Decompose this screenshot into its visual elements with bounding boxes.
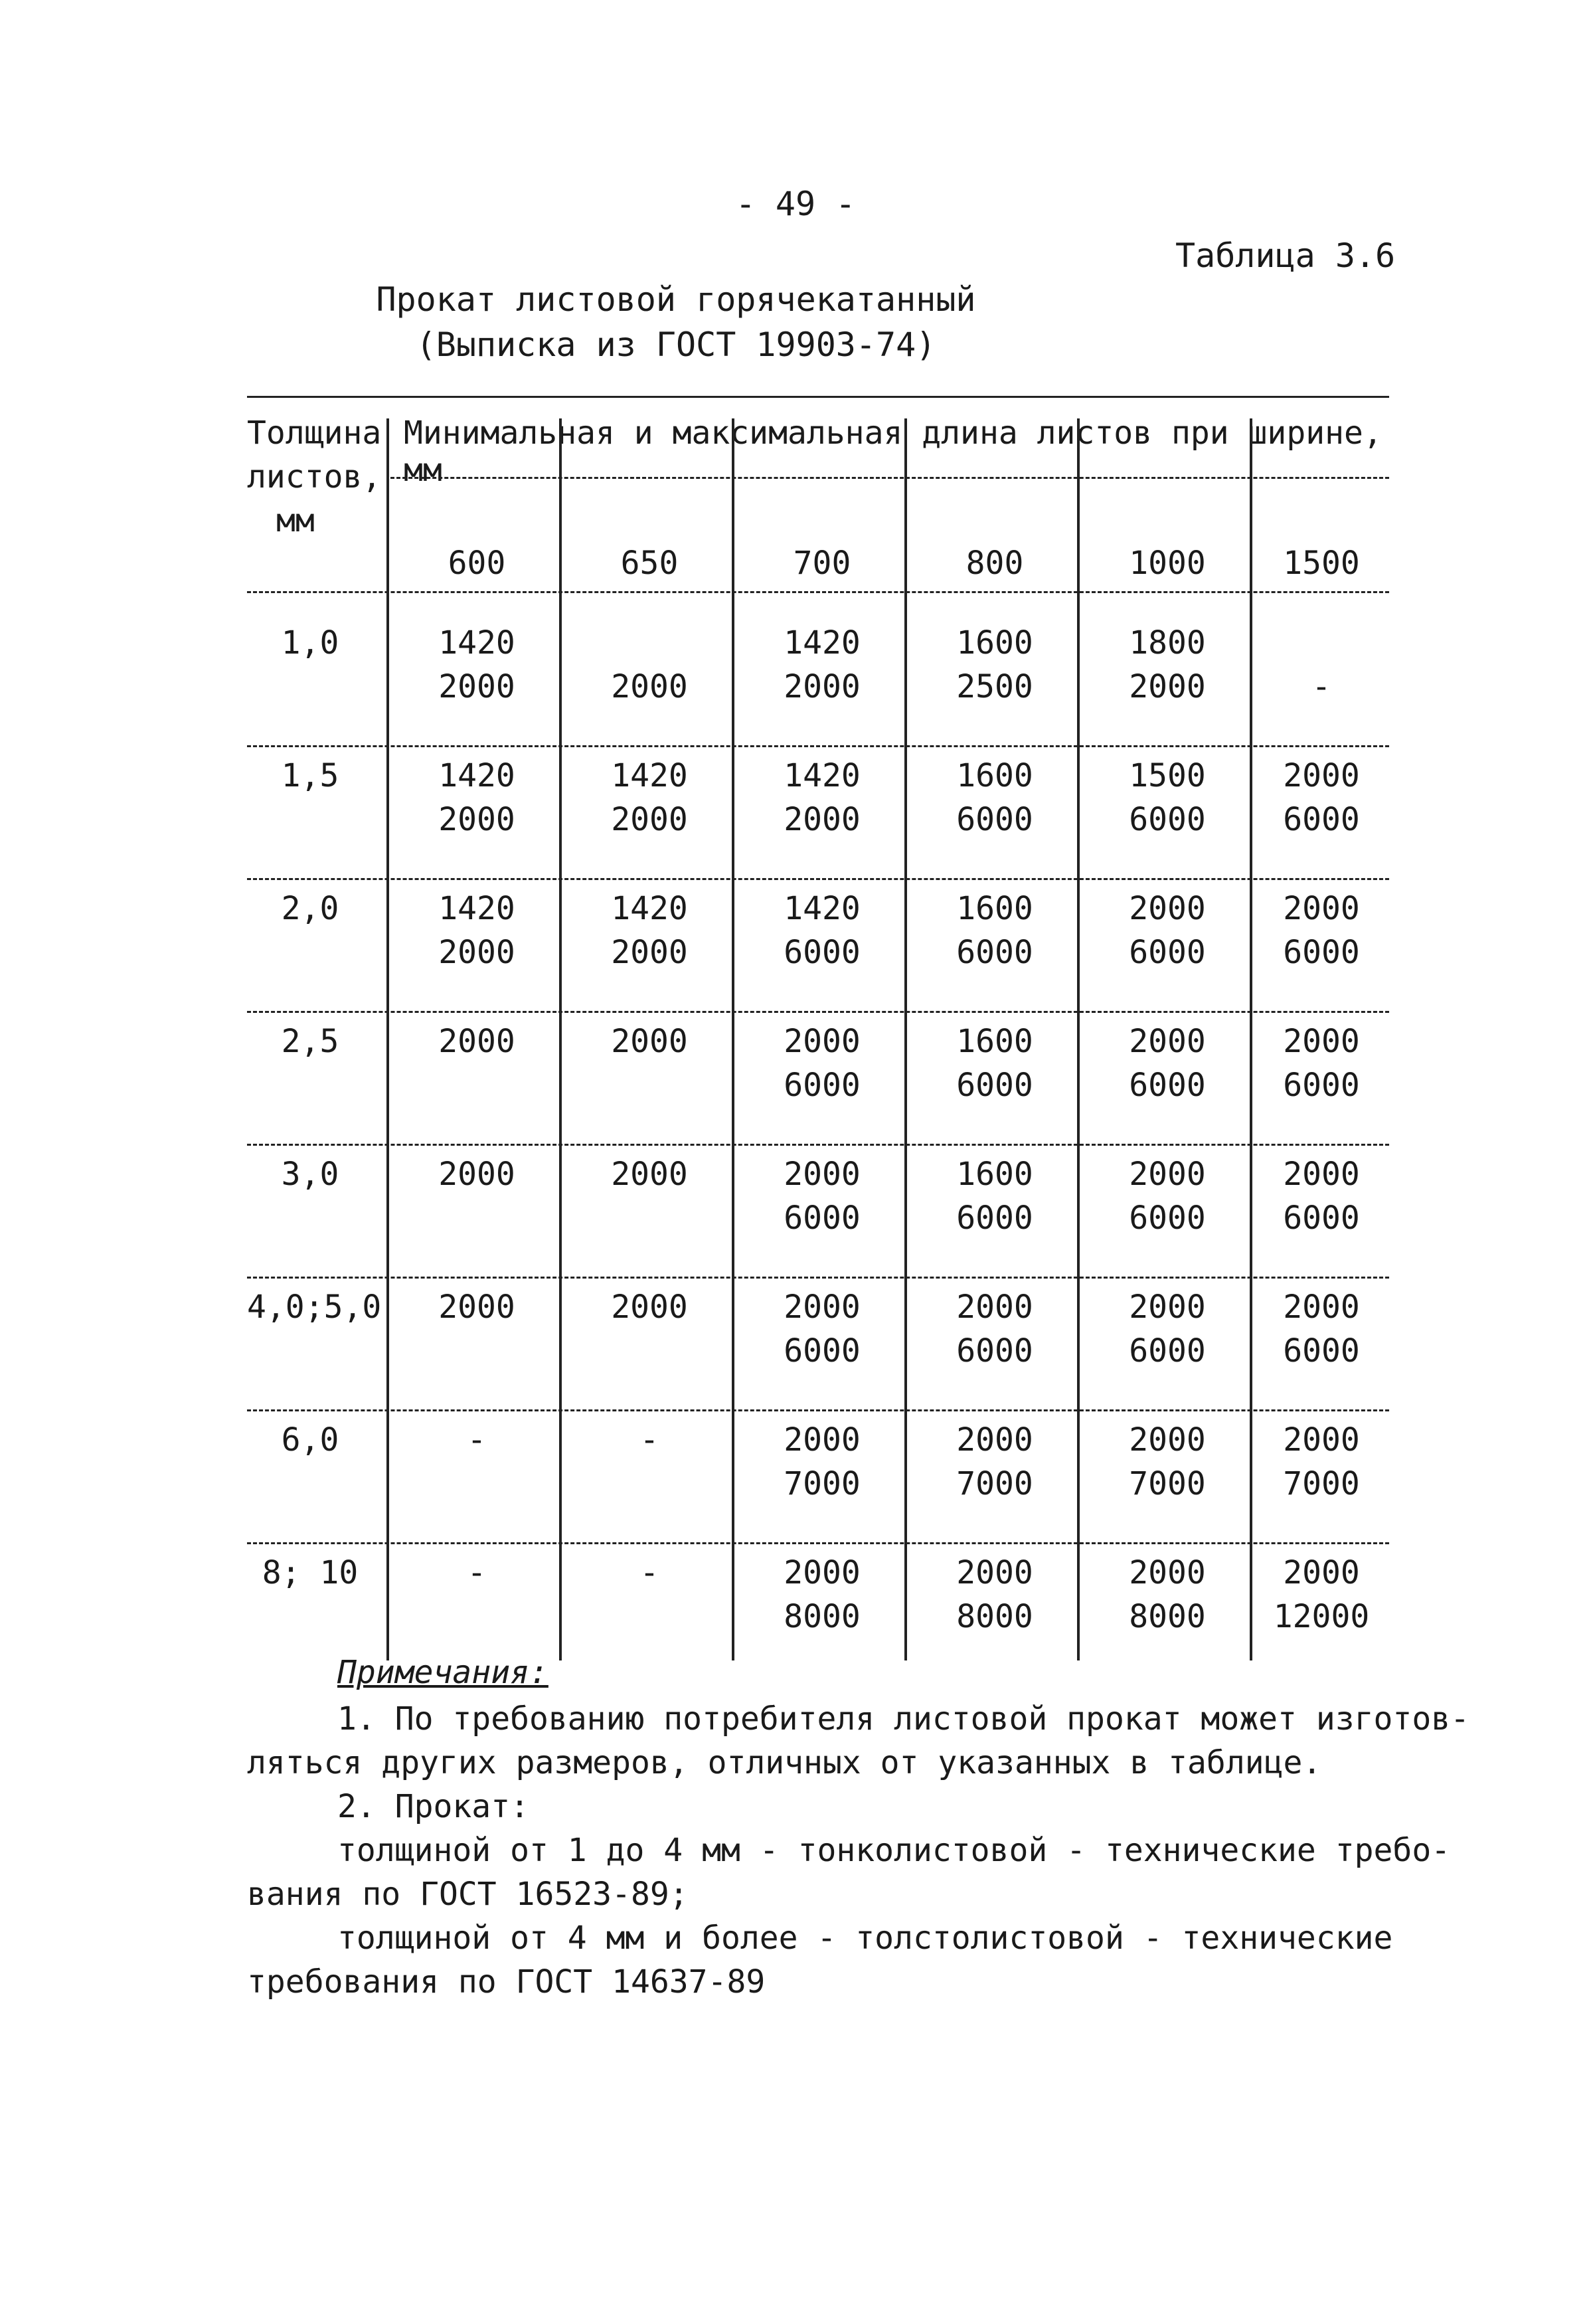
thickness-cell: 2,5 xyxy=(281,1023,339,1060)
min-length-cell: 1420 xyxy=(611,757,688,794)
min-length-cell: 2000 xyxy=(1283,890,1360,927)
max-length-cell: 6000 xyxy=(1129,801,1206,838)
max-length-cell: 6000 xyxy=(956,934,1033,971)
max-length-cell: 8000 xyxy=(1129,1598,1206,1635)
max-length-cell: 6000 xyxy=(1283,1200,1360,1237)
max-length-cell: 6000 xyxy=(784,1067,861,1104)
max-length-cell: 2000 xyxy=(611,801,688,838)
thickness-cell: 3,0 xyxy=(281,1156,339,1193)
table-subtitle: (Выписка из ГОСТ 19903-74) xyxy=(416,325,936,364)
min-length-cell: 2000 xyxy=(784,1421,861,1459)
header-thickness-1: Толщина xyxy=(247,414,382,452)
max-length-cell: 2000 xyxy=(611,934,688,971)
min-length-cell: 2000 xyxy=(784,1289,861,1326)
max-length-cell: 7000 xyxy=(956,1465,1033,1502)
min-length-cell: 2000 xyxy=(1129,1421,1206,1459)
min-length-cell: - xyxy=(467,1421,487,1459)
min-length-cell: 1600 xyxy=(956,757,1033,794)
min-length-cell: 2000 xyxy=(1129,1156,1206,1193)
min-length-cell: 1600 xyxy=(956,624,1033,662)
min-length-cell: 1600 xyxy=(956,1023,1033,1060)
min-length-cell: 1800 xyxy=(1129,624,1206,662)
max-length-cell: 6000 xyxy=(1283,934,1360,971)
width-header: 700 xyxy=(793,545,851,582)
width-header: 600 xyxy=(448,545,506,582)
max-length-cell: 6000 xyxy=(956,1200,1033,1237)
max-length-cell: 2000 xyxy=(784,801,861,838)
column-divider xyxy=(386,418,389,1660)
row-divider xyxy=(247,878,1389,880)
note-line: 1. По требованию потребителя листовой прокат может изготов- xyxy=(337,1700,1470,1738)
table-title: Прокат листовой горячекатанный xyxy=(376,280,976,319)
max-length-cell: 6000 xyxy=(1129,1067,1206,1104)
min-length-cell: 2000 xyxy=(1129,1554,1206,1591)
max-length-cell: 7000 xyxy=(1129,1465,1206,1502)
table-label: Таблица 3.6 xyxy=(1175,236,1396,275)
min-length-cell: 1420 xyxy=(784,757,861,794)
min-length-cell: - xyxy=(639,1421,659,1459)
max-length-cell: 6000 xyxy=(956,1067,1033,1104)
note-line: требования по ГОСТ 14637-89 xyxy=(247,1963,766,2001)
header-span: Минимальная и максимальная длина листов при ширине, мм xyxy=(404,414,1382,489)
max-length-cell: 2000 xyxy=(438,934,515,971)
min-length-cell: 2000 xyxy=(611,1289,688,1326)
thickness-cell: 8; 10 xyxy=(262,1554,359,1591)
min-length-cell: 2000 xyxy=(956,1554,1033,1591)
max-length-cell: 7000 xyxy=(1283,1465,1360,1502)
max-length-cell: 2000 xyxy=(438,801,515,838)
min-length-cell: - xyxy=(639,1554,659,1591)
note-line: вания по ГОСТ 16523-89; xyxy=(247,1876,689,1913)
row-divider xyxy=(247,1409,1389,1411)
note-line: толщиной от 1 до 4 мм - тонколистовой - технические требо- xyxy=(337,1832,1451,1869)
min-length-cell: 1420 xyxy=(784,890,861,927)
page-number: - 49 - xyxy=(735,185,856,223)
min-length-cell: 1500 xyxy=(1129,757,1206,794)
max-length-cell: 6000 xyxy=(1129,1200,1206,1237)
thickness-cell: 2,0 xyxy=(281,890,339,927)
max-length-cell: 6000 xyxy=(784,1200,861,1237)
min-length-cell: 2000 xyxy=(1283,1289,1360,1326)
min-length-cell: 1420 xyxy=(611,890,688,927)
min-length-cell: 2000 xyxy=(438,1023,515,1060)
thickness-cell: 4,0;5,0 xyxy=(247,1289,382,1326)
row-divider xyxy=(247,1542,1389,1544)
min-length-cell: 1420 xyxy=(438,757,515,794)
min-length-cell: 2000 xyxy=(784,1156,861,1193)
max-length-cell: 6000 xyxy=(956,1332,1033,1370)
min-length-cell: 2000 xyxy=(784,1554,861,1591)
max-length-cell: 12000 xyxy=(1273,1598,1370,1635)
min-length-cell: 1420 xyxy=(438,890,515,927)
min-length-cell: 2000 xyxy=(1283,1554,1360,1591)
row-divider xyxy=(247,1011,1389,1013)
header-thickness-3: мм xyxy=(276,502,315,539)
max-length-cell: 2000 xyxy=(438,668,515,705)
min-length-cell: 2000 xyxy=(1129,1023,1206,1060)
width-header: 650 xyxy=(620,545,679,582)
max-length-cell: 6000 xyxy=(956,801,1033,838)
width-header: 800 xyxy=(965,545,1024,582)
min-length-cell: 2000 xyxy=(1283,1023,1360,1060)
length-table xyxy=(247,392,1389,1635)
max-length-cell: 8000 xyxy=(784,1598,861,1635)
thickness-cell: 6,0 xyxy=(281,1421,339,1459)
row-divider xyxy=(247,745,1389,747)
row-divider xyxy=(247,1277,1389,1279)
min-length-cell: - xyxy=(467,1554,487,1591)
min-length-cell: 2000 xyxy=(611,1156,688,1193)
max-length-cell: 6000 xyxy=(1283,801,1360,838)
min-length-cell: 2000 xyxy=(438,1156,515,1193)
min-length-cell: 2000 xyxy=(784,1023,861,1060)
note-line: толщиной от 4 мм и более - толстолистовой - технические xyxy=(337,1920,1393,1957)
min-length-cell: 1600 xyxy=(956,1156,1033,1193)
header-thickness-2: листов, xyxy=(247,458,382,495)
min-length-cell: 1420 xyxy=(438,624,515,662)
max-length-cell: 6000 xyxy=(784,934,861,971)
max-length-cell: 8000 xyxy=(956,1598,1033,1635)
row-divider xyxy=(247,1144,1389,1146)
max-length-cell: 2500 xyxy=(956,668,1033,705)
notes-heading: Примечания: xyxy=(337,1654,548,1691)
note-line: 2. Прокат: xyxy=(337,1788,529,1825)
row-divider xyxy=(247,591,1389,593)
min-length-cell: 2000 xyxy=(1129,1289,1206,1326)
min-length-cell: 2000 xyxy=(956,1289,1033,1326)
max-length-cell: 2000 xyxy=(611,668,688,705)
width-header: 1000 xyxy=(1129,545,1206,582)
max-length-cell: 7000 xyxy=(784,1465,861,1502)
table-top-rule xyxy=(247,396,1389,398)
max-length-cell: 6000 xyxy=(1283,1332,1360,1370)
width-header: 1500 xyxy=(1283,545,1360,582)
min-length-cell: 2000 xyxy=(1283,757,1360,794)
note-line: ляться других размеров, отличных от указанных в таблице. xyxy=(247,1744,1322,1781)
min-length-cell: 2000 xyxy=(1283,1421,1360,1459)
min-length-cell: 2000 xyxy=(438,1289,515,1326)
min-length-cell: 2000 xyxy=(611,1023,688,1060)
min-length-cell: 2000 xyxy=(1129,890,1206,927)
header-divider xyxy=(390,477,1389,479)
max-length-cell: 6000 xyxy=(1129,934,1206,971)
max-length-cell: 6000 xyxy=(784,1332,861,1370)
max-length-cell: 2000 xyxy=(1129,668,1206,705)
max-length-cell: 6000 xyxy=(1283,1067,1360,1104)
thickness-cell: 1,0 xyxy=(281,624,339,662)
thickness-cell: 1,5 xyxy=(281,757,339,794)
min-length-cell: 1600 xyxy=(956,890,1033,927)
max-length-cell: 2000 xyxy=(784,668,861,705)
min-length-cell: 2000 xyxy=(956,1421,1033,1459)
min-length-cell: 1420 xyxy=(784,624,861,662)
max-length-cell: 6000 xyxy=(1129,1332,1206,1370)
min-length-cell: 2000 xyxy=(1283,1156,1360,1193)
max-length-cell: - xyxy=(1311,668,1331,705)
